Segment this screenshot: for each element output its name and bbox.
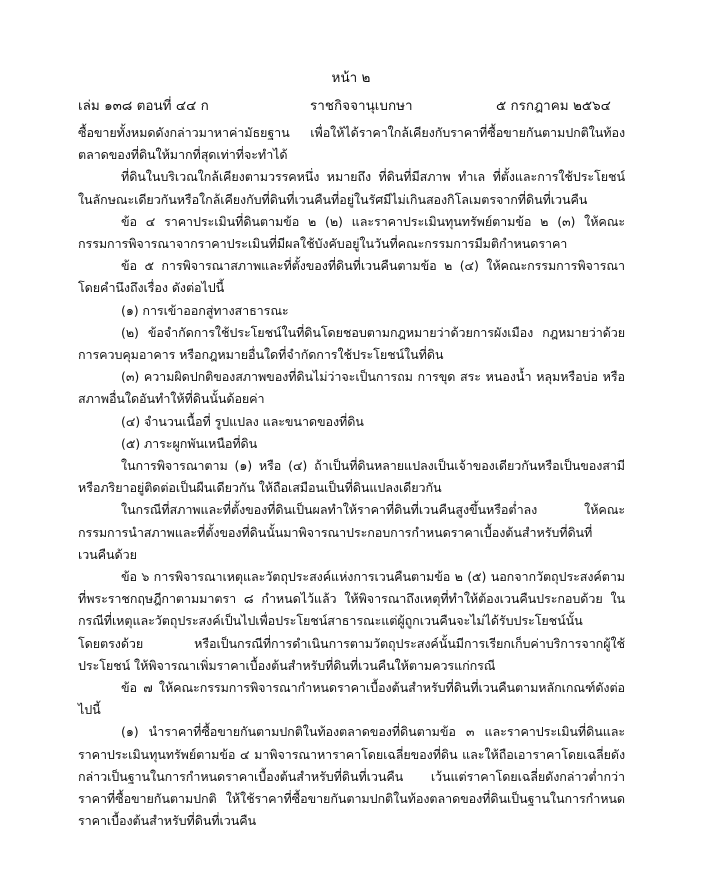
paragraph: (๒) ข้อจำกัดการใช้ประโยชน์ในที่ดินโดยชอบตามกฎหมายว่าด้วยการผังเมือง กฎหมายว่าด้วยการควบคุมอาคาร หรือกฎหมายอื่นใดที่จำกัดการใช้ประโยชน์ในที่ดิน bbox=[78, 324, 625, 363]
paragraph: (๔) จำนวนเนื้อที่ รูปแปลง และขนาดของที่ดิน bbox=[121, 413, 364, 429]
paragraph: ข้อ ๕ การพิจารณาสภาพและที่ตั้งของที่ดินที่เวนคืนตามข้อ ๒ (๔) ให้คณะกรรมการพิจารณาโดยคำนึงถึงเรื่อง ดังต่อไปนี้ bbox=[78, 258, 625, 296]
paragraph: (๑) นำราคาที่ซื้อขายกันตามปกติในท้องตลาดของที่ดินตามข้อ ๓ และราคาประเมินที่ดินและราคาประเมินทุนทรัพย์ตามข้อ ๔ มาพิจารณาหาราคาโดยเฉลี่ยของที่ดิน และให้ถือเอาราคาโดยเฉลี่ยดังกล่าวเป็นฐานในการกำหนดราคาเบื้องต้นสำหรับที่ดินที่เวนคืน เว้นแต่ราคาโดยเฉลี่ยดังกล่าวต่ำกว่าราคาที่ซื้อขายกันตามปกติ ให้ใช้ราคาที่ซื้อขายกันตามปกติในท้องตลาดของที่ดินเป็นฐานในการกำหนดราคาเบื้องต้นสำหรับที่ดินที่เวนคืน bbox=[78, 724, 625, 829]
paragraph: ข้อ ๗ ให้คณะกรรมการพิจารณากำหนดราคาเบื้องต้นสำหรับที่ดินที่เวนคืนตามหลักเกณฑ์ดังต่อไปนี้ bbox=[78, 680, 625, 718]
document-body bbox=[78, 122, 625, 833]
paragraph: ข้อ ๔ ราคาประเมินที่ดินตามข้อ ๒ (๒) และราคาประเมินทุนทรัพย์ตามข้อ ๒ (๓) ให้คณะกรรมการพิจารณาจากราคาประเมินที่มีผลใช้บังคับอยู่ในวันที่คณะกรรมการมีมติกำหนดราคา bbox=[78, 213, 625, 252]
paragraph: (๓) ความผิดปกติของสภาพของที่ดินไม่ว่าจะเป็นการถม การขุด สระ หนองน้ำ หลุมหรือบ่อ หรือสภาพอื่นใดอันทำให้ที่ดินนั้นด้อยค่า bbox=[78, 369, 625, 407]
paragraph: (๕) ภาระผูกพันเหนือที่ดิน bbox=[121, 435, 258, 451]
publication-date: ๕ กรกฎาคม ๒๕๖๔ bbox=[496, 98, 611, 114]
paragraph: ที่ดินในบริเวณใกล้เคียงตามวรรคหนึ่ง หมายถึง ที่ดินที่มีสภาพ ทำเล ที่ตั้งและการใช้ประโยชน์ในลักษณะเดียวกันหรือใกล้เคียงกับที่ดินที่เวนคืนที่อยู่ในรัศมีไม่เกินสองกิโลเมตรจากที่ดินที่เวนคืน bbox=[78, 169, 625, 207]
paragraph: ในการพิจารณาตาม (๑) หรือ (๔) ถ้าเป็นที่ดินหลายแปลงเป็นเจ้าของเดียวกันหรือเป็นของสามีหรือภริยาอยู่ติดต่อเป็นผืนเดียวกัน ให้ถือเสมือนเป็นที่ดินแปลงเดียวกัน bbox=[78, 458, 625, 496]
paragraph: ซื้อขายทั้งหมดดังกล่าวมาหาค่ามัธยฐาน เพื่อให้ได้ราคาใกล้เคียงกับราคาที่ซื้อขายกันตามปกติในท้องตลาดของที่ดินให้มากที่สุดเท่าที่จะทำได้ bbox=[78, 125, 625, 163]
paragraph: (๑) การเข้าออกสู่ทางสาธารณะ bbox=[121, 302, 289, 318]
paragraph: ในกรณีที่สภาพและที่ตั้งของที่ดินเป็นผลทำให้ราคาที่ดินที่เวนคืนสูงขึ้นหรือต่ำลง ให้คณะกรรมการนำสภาพและที่ตั้งของที่ดินนั้นมาพิจารณาประกอบการกำหนดราคาเบื้องต้นสำหรับที่ดินที่เวนคืนด้วย bbox=[78, 502, 625, 562]
paragraph: ข้อ ๖ การพิจารณาเหตุและวัตถุประสงค์แห่งการเวนคืนตามข้อ ๒ (๕) นอกจากวัตถุประสงค์ตามที่พระราชกฤษฎีกาตามมาตรา ๘ กำหนดไว้แล้ว ให้พิจารณาถึงเหตุที่ทำให้ต้องเวนคืนประกอบด้วย ในกรณีที่เหตุและวัตถุประสงค์เป็นไปเพื่อประโยชน์สาธารณะแต่ผู้ถูกเวนคืนจะไม่ได้รับประโยชน์นั้นโดยตรงด้วย หรือเป็นกรณีที่การดำเนินการตามวัตถุประสงค์นั้นมีการเรียกเก็บค่าบริการจากผู้ใช้ประโยชน์ ให้พิจารณาเพิ่มราคาเบื้องต้นสำหรับที่ดินที่เวนคืนให้ตามควรแก่กรณี bbox=[78, 569, 625, 673]
volume-issue: เล่ม ๑๓๘ ตอนที่ ๔๔ ก bbox=[78, 98, 209, 114]
publication-name: ราชกิจจานุเบกษา bbox=[310, 98, 413, 114]
page-number: หน้า ๒ bbox=[331, 70, 371, 86]
